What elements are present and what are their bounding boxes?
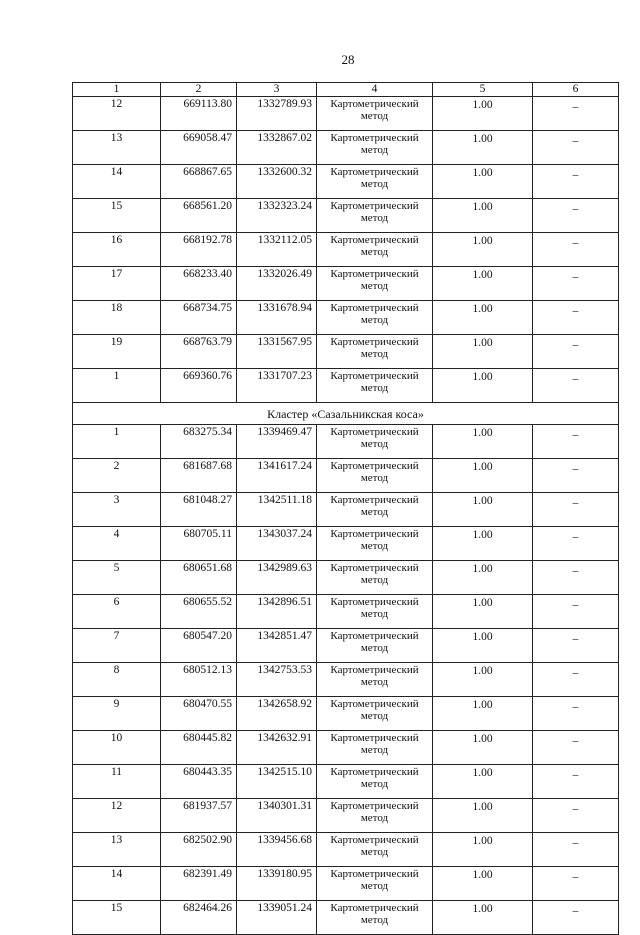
accuracy-cell: 1.00 [433, 335, 533, 369]
x-coordinate-cell: 680655.52 [161, 595, 237, 629]
accuracy-cell: 1.00 [433, 561, 533, 595]
y-coordinate-cell: 1343037.24 [237, 527, 317, 561]
table-row [73, 267, 619, 301]
point-number-cell: 17 [73, 267, 161, 301]
x-coordinate-cell: 669113.80 [161, 97, 237, 131]
description-cell: – [533, 97, 619, 131]
accuracy-cell: 1.00 [433, 267, 533, 301]
y-coordinate-cell: 1342632.91 [237, 731, 317, 765]
description-cell: – [533, 267, 619, 301]
method-cell: Картометрический метод [317, 493, 433, 527]
y-coordinate-cell: 1342511.18 [237, 493, 317, 527]
accuracy-cell: 1.00 [433, 199, 533, 233]
table-row [73, 425, 619, 459]
x-coordinate-cell: 669360.76 [161, 369, 237, 403]
point-number-cell: 14 [73, 867, 161, 901]
accuracy-cell: 1.00 [433, 731, 533, 765]
coordinates-table [72, 82, 619, 935]
accuracy-cell: 1.00 [433, 493, 533, 527]
method-cell: Картометрический метод [317, 833, 433, 867]
y-coordinate-cell: 1332867.02 [237, 131, 317, 165]
x-coordinate-cell: 680470.55 [161, 697, 237, 731]
y-coordinate-cell: 1331707.23 [237, 369, 317, 403]
accuracy-cell: 1.00 [433, 799, 533, 833]
method-cell: Картометрический метод [317, 335, 433, 369]
point-number-cell: 2 [73, 459, 161, 493]
description-cell: – [533, 765, 619, 799]
accuracy-cell: 1.00 [433, 131, 533, 165]
column-header: 2 [161, 83, 237, 97]
x-coordinate-cell: 668763.79 [161, 335, 237, 369]
description-cell: – [533, 493, 619, 527]
y-coordinate-cell: 1331567.95 [237, 335, 317, 369]
point-number-cell: 13 [73, 131, 161, 165]
x-coordinate-cell: 680512.13 [161, 663, 237, 697]
accuracy-cell: 1.00 [433, 459, 533, 493]
x-coordinate-cell: 669058.47 [161, 131, 237, 165]
table-row [73, 493, 619, 527]
x-coordinate-cell: 680547.20 [161, 629, 237, 663]
y-coordinate-cell: 1341617.24 [237, 459, 317, 493]
table-row [73, 233, 619, 267]
x-coordinate-cell: 668561.20 [161, 199, 237, 233]
accuracy-cell: 1.00 [433, 165, 533, 199]
point-number-cell: 14 [73, 165, 161, 199]
table-row [73, 97, 619, 131]
x-coordinate-cell: 668867.65 [161, 165, 237, 199]
accuracy-cell: 1.00 [433, 97, 533, 131]
description-cell: – [533, 629, 619, 663]
accuracy-cell: 1.00 [433, 233, 533, 267]
y-coordinate-cell: 1342658.92 [237, 697, 317, 731]
method-cell: Картометрический метод [317, 131, 433, 165]
accuracy-cell: 1.00 [433, 629, 533, 663]
table-row [73, 595, 619, 629]
x-coordinate-cell: 680443.35 [161, 765, 237, 799]
table-row [73, 731, 619, 765]
x-coordinate-cell: 681048.27 [161, 493, 237, 527]
method-cell: Картометрический метод [317, 527, 433, 561]
accuracy-cell: 1.00 [433, 697, 533, 731]
point-number-cell: 8 [73, 663, 161, 697]
table-row [73, 629, 619, 663]
y-coordinate-cell: 1339469.47 [237, 425, 317, 459]
x-coordinate-cell: 680651.68 [161, 561, 237, 595]
point-number-cell: 13 [73, 833, 161, 867]
description-cell: – [533, 595, 619, 629]
y-coordinate-cell: 1332323.24 [237, 199, 317, 233]
accuracy-cell: 1.00 [433, 527, 533, 561]
y-coordinate-cell: 1332112.05 [237, 233, 317, 267]
method-cell: Картометрический метод [317, 697, 433, 731]
description-cell: – [533, 833, 619, 867]
y-coordinate-cell: 1332026.49 [237, 267, 317, 301]
point-number-cell: 3 [73, 493, 161, 527]
x-coordinate-cell: 682502.90 [161, 833, 237, 867]
table-row [73, 165, 619, 199]
method-cell: Картометрический метод [317, 731, 433, 765]
y-coordinate-cell: 1332600.32 [237, 165, 317, 199]
point-number-cell: 1 [73, 369, 161, 403]
x-coordinate-cell: 682464.26 [161, 901, 237, 935]
accuracy-cell: 1.00 [433, 867, 533, 901]
table-row [73, 301, 619, 335]
table-row [73, 867, 619, 901]
point-number-cell: 6 [73, 595, 161, 629]
table-row [73, 199, 619, 233]
accuracy-cell: 1.00 [433, 369, 533, 403]
y-coordinate-cell: 1342851.47 [237, 629, 317, 663]
x-coordinate-cell: 683275.34 [161, 425, 237, 459]
table-row [73, 459, 619, 493]
method-cell: Картометрический метод [317, 561, 433, 595]
description-cell: – [533, 199, 619, 233]
description-cell: – [533, 335, 619, 369]
point-number-cell: 7 [73, 629, 161, 663]
point-number-cell: 11 [73, 765, 161, 799]
method-cell: Картометрический метод [317, 199, 433, 233]
accuracy-cell: 1.00 [433, 663, 533, 697]
description-cell: – [533, 731, 619, 765]
point-number-cell: 15 [73, 199, 161, 233]
description-cell: – [533, 561, 619, 595]
method-cell: Картометрический метод [317, 97, 433, 131]
page-number: 28 [341, 52, 355, 67]
point-number-cell: 9 [73, 697, 161, 731]
table-row [73, 697, 619, 731]
y-coordinate-cell: 1342896.51 [237, 595, 317, 629]
column-header-row [73, 83, 619, 97]
method-cell: Картометрический метод [317, 369, 433, 403]
method-cell: Картометрический метод [317, 267, 433, 301]
point-number-cell: 15 [73, 901, 161, 935]
table-row [73, 799, 619, 833]
table-row [73, 335, 619, 369]
cluster-title: Кластер «Сазальникская коса» [73, 403, 619, 425]
point-number-cell: 16 [73, 233, 161, 267]
accuracy-cell: 1.00 [433, 595, 533, 629]
point-number-cell: 12 [73, 799, 161, 833]
table-row [73, 901, 619, 935]
y-coordinate-cell: 1342753.53 [237, 663, 317, 697]
point-number-cell: 5 [73, 561, 161, 595]
y-coordinate-cell: 1332789.93 [237, 97, 317, 131]
table-body [73, 83, 619, 935]
point-number-cell: 19 [73, 335, 161, 369]
description-cell: – [533, 459, 619, 493]
description-cell: – [533, 697, 619, 731]
y-coordinate-cell: 1342989.63 [237, 561, 317, 595]
method-cell: Картометрический метод [317, 301, 433, 335]
y-coordinate-cell: 1339051.24 [237, 901, 317, 935]
point-number-cell: 1 [73, 425, 161, 459]
method-cell: Картометрический метод [317, 799, 433, 833]
y-coordinate-cell: 1331678.94 [237, 301, 317, 335]
column-header: 1 [73, 83, 161, 97]
point-number-cell: 10 [73, 731, 161, 765]
accuracy-cell: 1.00 [433, 833, 533, 867]
description-cell: – [533, 165, 619, 199]
x-coordinate-cell: 681687.68 [161, 459, 237, 493]
description-cell: – [533, 901, 619, 935]
description-cell: – [533, 369, 619, 403]
table-row [73, 833, 619, 867]
column-header: 3 [237, 83, 317, 97]
method-cell: Картометрический метод [317, 595, 433, 629]
method-cell: Картометрический метод [317, 459, 433, 493]
x-coordinate-cell: 668734.75 [161, 301, 237, 335]
table-row [73, 369, 619, 403]
column-header: 4 [317, 83, 433, 97]
accuracy-cell: 1.00 [433, 901, 533, 935]
table-row [73, 527, 619, 561]
x-coordinate-cell: 680705.11 [161, 527, 237, 561]
y-coordinate-cell: 1342515.10 [237, 765, 317, 799]
y-coordinate-cell: 1339456.68 [237, 833, 317, 867]
point-number-cell: 18 [73, 301, 161, 335]
table-row [73, 765, 619, 799]
description-cell: – [533, 799, 619, 833]
method-cell: Картометрический метод [317, 629, 433, 663]
method-cell: Картометрический метод [317, 233, 433, 267]
column-header: 6 [533, 83, 619, 97]
x-coordinate-cell: 680445.82 [161, 731, 237, 765]
description-cell: – [533, 301, 619, 335]
description-cell: – [533, 527, 619, 561]
method-cell: Картометрический метод [317, 425, 433, 459]
method-cell: Картометрический метод [317, 765, 433, 799]
y-coordinate-cell: 1339180.95 [237, 867, 317, 901]
accuracy-cell: 1.00 [433, 301, 533, 335]
method-cell: Картометрический метод [317, 867, 433, 901]
point-number-cell: 4 [73, 527, 161, 561]
description-cell: – [533, 663, 619, 697]
accuracy-cell: 1.00 [433, 765, 533, 799]
table-row [73, 131, 619, 165]
description-cell: – [533, 867, 619, 901]
cluster-row [73, 403, 619, 425]
x-coordinate-cell: 668233.40 [161, 267, 237, 301]
x-coordinate-cell: 682391.49 [161, 867, 237, 901]
y-coordinate-cell: 1340301.31 [237, 799, 317, 833]
x-coordinate-cell: 668192.78 [161, 233, 237, 267]
column-header: 5 [433, 83, 533, 97]
description-cell: – [533, 233, 619, 267]
method-cell: Картометрический метод [317, 901, 433, 935]
method-cell: Картометрический метод [317, 663, 433, 697]
point-number-cell: 12 [73, 97, 161, 131]
table-row [73, 561, 619, 595]
accuracy-cell: 1.00 [433, 425, 533, 459]
x-coordinate-cell: 681937.57 [161, 799, 237, 833]
method-cell: Картометрический метод [317, 165, 433, 199]
table-row [73, 663, 619, 697]
description-cell: – [533, 131, 619, 165]
description-cell: – [533, 425, 619, 459]
